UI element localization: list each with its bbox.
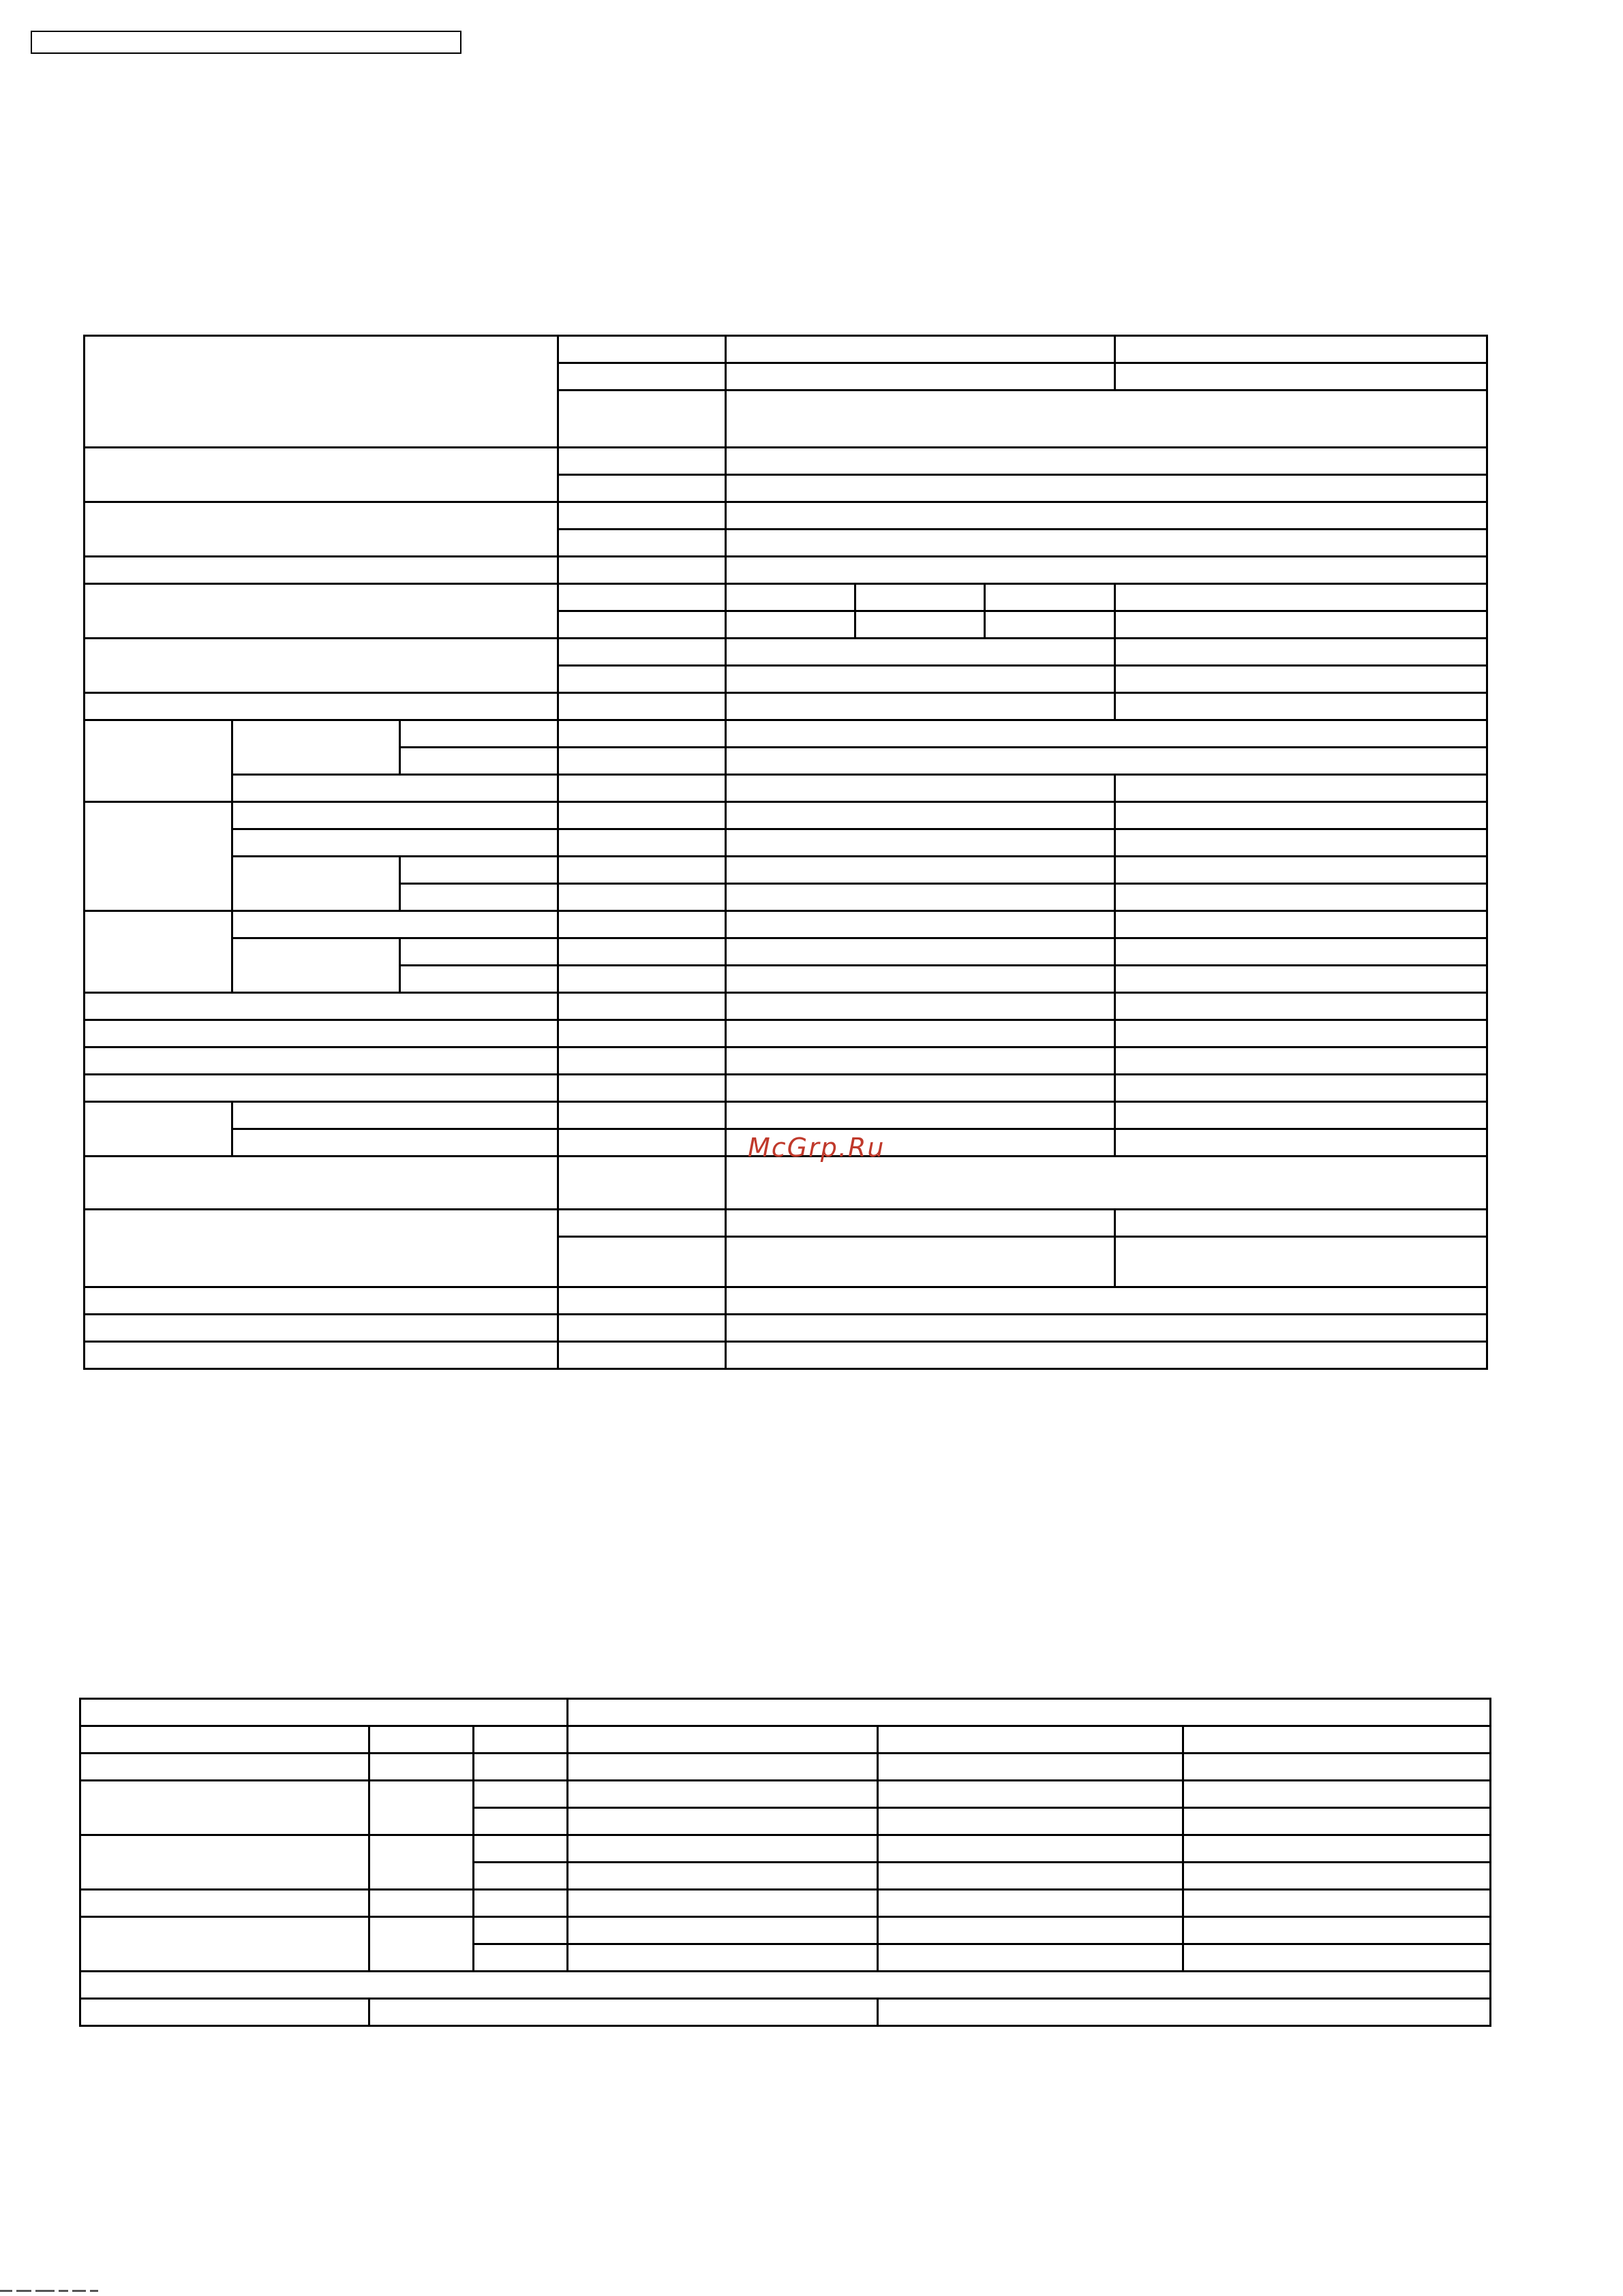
table-cell: [558, 639, 726, 666]
table-cell: [726, 611, 855, 639]
table-row: [85, 993, 1487, 1020]
table-row: [85, 720, 1487, 748]
table-cell: [85, 1157, 558, 1210]
table-cell: [985, 611, 1115, 639]
table-row: [85, 1075, 1487, 1102]
table-row: [85, 911, 1487, 938]
table-cell: [726, 666, 1115, 693]
table-cell: [568, 1726, 878, 1754]
table-cell: [726, 829, 1115, 857]
table-cell: [1115, 1020, 1487, 1047]
table-row: [85, 1020, 1487, 1047]
table-cell: [726, 911, 1115, 938]
table-cell: [369, 1726, 474, 1754]
table-cell: [85, 911, 232, 993]
table-cell: [1183, 1808, 1491, 1835]
table-cell: [558, 911, 726, 938]
table-cell: [878, 1726, 1183, 1754]
table-cell: [726, 391, 1487, 448]
table-cell: [558, 720, 726, 748]
table-cell: [558, 1102, 726, 1129]
table-cell: [1115, 857, 1487, 884]
table-cell: [726, 448, 1487, 475]
table-cell: [474, 1726, 568, 1754]
table-row: [80, 1699, 1491, 1726]
table-cell: [85, 584, 558, 639]
table-row: [85, 1210, 1487, 1237]
table-row: [85, 1287, 1487, 1315]
table-cell: [558, 829, 726, 857]
table-cell: [878, 1999, 1491, 2026]
table-cell: [1183, 1944, 1491, 1972]
table-cell: [400, 748, 558, 775]
table-cell: [85, 557, 558, 584]
table-row: [80, 1917, 1491, 1944]
table-row: [85, 584, 1487, 611]
table-cell: [1115, 802, 1487, 829]
table-cell: [558, 557, 726, 584]
table-cell: [568, 1944, 878, 1972]
table-cell: [568, 1863, 878, 1890]
table-cell: [878, 1917, 1183, 1944]
table-cell: [80, 1972, 1491, 1999]
table-cell: [80, 1754, 369, 1781]
table-cell: [1115, 1102, 1487, 1129]
table-cell: [85, 1020, 558, 1047]
table-cell: [568, 1699, 1491, 1726]
table-cell: [80, 1890, 369, 1917]
table-cell: [1115, 1237, 1487, 1287]
table-cell: [232, 1102, 558, 1129]
table-cell: [726, 336, 1115, 363]
table-cell: [558, 448, 726, 475]
table-cell: [369, 1917, 474, 1972]
table-cell: [558, 530, 726, 557]
table-cell: [568, 1890, 878, 1917]
table-cell: [568, 1754, 878, 1781]
table-cell: [474, 1917, 568, 1944]
table-cell: [558, 1237, 726, 1287]
table-cell: [474, 1835, 568, 1863]
table-cell: [85, 1315, 558, 1342]
table-cell: [80, 1835, 369, 1890]
table-cell: [369, 1999, 878, 2026]
table-cell: [726, 1102, 1115, 1129]
table-cell: [1115, 611, 1487, 639]
table-cell: [558, 475, 726, 502]
table-row: [85, 829, 1487, 857]
table-cell: [85, 1047, 558, 1075]
table-cell: [726, 502, 1487, 530]
table-cell: [726, 1075, 1115, 1102]
table-cell: [558, 884, 726, 911]
table-cell: [558, 775, 726, 802]
table-cell: [85, 1287, 558, 1315]
table-cell: [1115, 693, 1487, 720]
table-row: [80, 1972, 1491, 1999]
table-row: [85, 857, 1487, 884]
table-cell: [726, 639, 1115, 666]
table-row: [85, 502, 1487, 530]
table-cell: [558, 1210, 726, 1237]
specifications-table: [83, 335, 1488, 1370]
watermark-text: McGrp.Ru: [748, 1133, 885, 1163]
table-row: [80, 1754, 1491, 1781]
table-cell: [1115, 938, 1487, 966]
table-cell: [232, 938, 400, 993]
table-cell: [1183, 1781, 1491, 1808]
table-cell: [474, 1863, 568, 1890]
table-cell: [80, 1917, 369, 1972]
table-cell: [232, 775, 558, 802]
table-row: [85, 1047, 1487, 1075]
table-cell: [1115, 584, 1487, 611]
table-cell: [1183, 1863, 1491, 1890]
table-cell: [558, 748, 726, 775]
table-cell: [369, 1890, 474, 1917]
table-cell: [558, 1157, 726, 1210]
table-cell: [855, 584, 985, 611]
table-cell: [558, 1342, 726, 1369]
table-row: [85, 1102, 1487, 1129]
table-cell: [85, 1342, 558, 1369]
table-cell: [726, 857, 1115, 884]
table-cell: [232, 857, 400, 911]
table-cell: [726, 557, 1487, 584]
table-cell: [85, 448, 558, 502]
table-cell: [232, 802, 558, 829]
table-cell: [1183, 1835, 1491, 1863]
table-cell: [1115, 639, 1487, 666]
table-cell: [558, 391, 726, 448]
table-cell: [726, 720, 1487, 748]
table-cell: [726, 1210, 1115, 1237]
table-cell: [558, 857, 726, 884]
table-cell: [369, 1781, 474, 1835]
table-cell: [1115, 1129, 1487, 1157]
table-cell: [726, 1047, 1115, 1075]
table-cell: [369, 1835, 474, 1890]
table-cell: [558, 666, 726, 693]
table-row: [85, 336, 1487, 363]
table-cell: [474, 1754, 568, 1781]
table-cell: [726, 993, 1115, 1020]
table-row: [85, 693, 1487, 720]
table-cell: [1115, 363, 1487, 391]
table-cell: [85, 802, 232, 911]
table-cell: [1183, 1726, 1491, 1754]
table-cell: [726, 1157, 1487, 1210]
table-cell: [400, 857, 558, 884]
table-row: [85, 557, 1487, 584]
table-cell: [558, 336, 726, 363]
table-cell: [232, 911, 558, 938]
table-cell: [878, 1808, 1183, 1835]
table-cell: [85, 720, 232, 802]
table-cell: [878, 1863, 1183, 1890]
table-cell: [474, 1808, 568, 1835]
table-cell: [558, 611, 726, 639]
table-cell: [726, 775, 1115, 802]
table-cell: [558, 502, 726, 530]
table-cell: [1115, 966, 1487, 993]
table-cell: [1115, 1075, 1487, 1102]
footer-marks: [0, 2290, 164, 2296]
table-cell: [878, 1754, 1183, 1781]
table-cell: [80, 1999, 369, 2026]
table-row: [85, 448, 1487, 475]
table-cell: [232, 720, 400, 775]
table-row: [80, 1726, 1491, 1754]
table-cell: [85, 693, 558, 720]
table-cell: [726, 748, 1487, 775]
table-cell: [568, 1835, 878, 1863]
table-cell: [558, 1129, 726, 1157]
table-cell: [1115, 666, 1487, 693]
table-cell: [558, 363, 726, 391]
table-row: [85, 775, 1487, 802]
table-cell: [474, 1781, 568, 1808]
table-cell: [85, 639, 558, 693]
table-row: [85, 802, 1487, 829]
table-cell: [855, 611, 985, 639]
table-cell: [85, 1210, 558, 1287]
table-cell: [568, 1781, 878, 1808]
table-cell: [1115, 884, 1487, 911]
table-row: [85, 938, 1487, 966]
table-cell: [568, 1808, 878, 1835]
table-cell: [80, 1781, 369, 1835]
table-cell: [80, 1726, 369, 1754]
table-cell: [558, 693, 726, 720]
table-cell: [878, 1835, 1183, 1863]
table-cell: [1183, 1890, 1491, 1917]
table-cell: [1115, 993, 1487, 1020]
table-cell: [85, 1075, 558, 1102]
table-cell: [558, 1020, 726, 1047]
table-cell: [726, 802, 1115, 829]
table-cell: [726, 884, 1115, 911]
table-cell: [568, 1917, 878, 1944]
table-cell: [726, 1342, 1487, 1369]
table-cell: [558, 1075, 726, 1102]
table-cell: [558, 1315, 726, 1342]
table-cell: [726, 363, 1115, 391]
table-cell: [878, 1781, 1183, 1808]
table-cell: [85, 336, 558, 448]
table-cell: [232, 1129, 558, 1157]
table-cell: [85, 1102, 232, 1157]
table-cell: [558, 966, 726, 993]
table-row: [80, 1835, 1491, 1863]
table-cell: [400, 720, 558, 748]
table-cell: [985, 584, 1115, 611]
table-cell: [232, 829, 558, 857]
table-cell: [1115, 1047, 1487, 1075]
table-row: [80, 1890, 1491, 1917]
table-row: [85, 639, 1487, 666]
table-cell: [726, 1237, 1115, 1287]
table-cell: [726, 530, 1487, 557]
table-cell: [400, 938, 558, 966]
table-cell: [558, 1047, 726, 1075]
lower-table: [79, 1698, 1491, 2027]
table-cell: [85, 993, 558, 1020]
table-row: [80, 1999, 1491, 2026]
table-cell: [558, 584, 726, 611]
table-cell: [400, 884, 558, 911]
table-cell: [726, 1315, 1487, 1342]
table-cell: [1115, 1210, 1487, 1237]
table-cell: [726, 584, 855, 611]
table-cell: [558, 993, 726, 1020]
table-cell: [1115, 911, 1487, 938]
table-row: [85, 1315, 1487, 1342]
table-cell: [474, 1944, 568, 1972]
table-cell: [558, 802, 726, 829]
table-row: [85, 1157, 1487, 1210]
table-cell: [80, 1699, 568, 1726]
table-cell: [726, 938, 1115, 966]
table-cell: [558, 1287, 726, 1315]
table-cell: [1115, 775, 1487, 802]
table-cell: [726, 1287, 1487, 1315]
table-cell: [558, 938, 726, 966]
table-cell: [726, 475, 1487, 502]
table-cell: [400, 966, 558, 993]
table-cell: [1183, 1754, 1491, 1781]
table-cell: [726, 1020, 1115, 1047]
table-cell: [1115, 336, 1487, 363]
table-cell: [369, 1754, 474, 1781]
table-cell: [878, 1890, 1183, 1917]
table-cell: [474, 1890, 568, 1917]
table-cell: [726, 693, 1115, 720]
table-cell: [878, 1944, 1183, 1972]
table-row: [85, 1342, 1487, 1369]
table-cell: [726, 966, 1115, 993]
table-cell: [1183, 1917, 1491, 1944]
table-cell: [85, 502, 558, 557]
table-cell: [1115, 829, 1487, 857]
header-title-box: [31, 31, 461, 54]
table-row: [80, 1781, 1491, 1808]
